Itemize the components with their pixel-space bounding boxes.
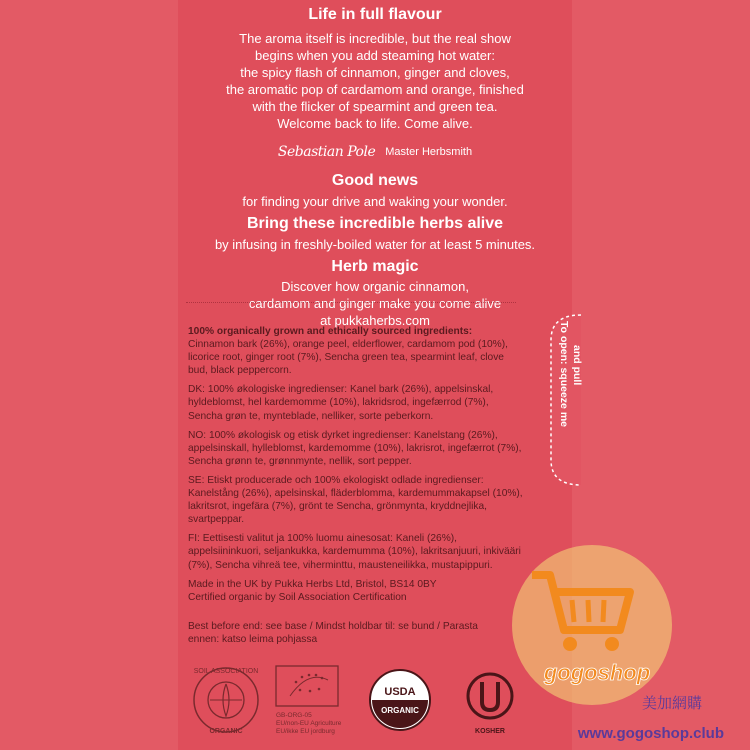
soil-organic-text: ORGANIC: [209, 728, 243, 735]
herb-magic-title: Herb magic: [331, 258, 419, 275]
brew-title: Bring these incredible herbs alive: [246, 215, 504, 232]
herb-magic-line: at pukkaherbs.com: [320, 313, 430, 328]
intro-line: with the flicker of spearmint and green tea.: [252, 99, 498, 114]
pull-tab[interactable]: [551, 315, 581, 485]
intro-line: The aroma itself is incredible, but the real show: [239, 31, 511, 46]
watermark-chinese: 美加網購: [642, 694, 703, 712]
signature-role: Master Herbsmith: [385, 146, 473, 158]
intro-line: the spicy flash of cinnamon, ginger and cloves,: [240, 65, 510, 80]
pull-tab-line1: To open: squeeze me: [558, 321, 570, 427]
ingredients-fi: FI: Eettisesti valitut ja 100% luomu ainesosat: Kaneli (26%), appelsiininkuori, seljankukka, kardemumma (10%), lakritsanjuuri, inkivääri (7%), Sencha vihreä tee, viherminttu, mausteneilikka, mustapippuri.: [188, 533, 521, 571]
left-side-panel: [0, 0, 178, 750]
eu-organic-logo: [276, 666, 342, 735]
herb-magic-line: Discover how organic cinnamon,: [281, 279, 469, 294]
ingredients-se: SE: Etiskt producerade och 100% ekologiskt odlade ingredienser: Kanelstång (26%), apelsinskal, fläderblomma, kardemummakapsel (10%), lakritsrot, ingefära (7%), grönt te Sencha, grönmynta, kryddnejlika, svartpeppar.: [188, 474, 523, 526]
soil-association-text: SOIL ASSOCIATION: [193, 668, 259, 675]
pull-tab-line2: and pull: [571, 345, 583, 386]
ingredients-dk: DK: 100% økologiske ingredienser: Kanel bark (26%), appelsinskal, hyldeblomst, hel kardemomme (10%), lakridsrod, ingefærrod (7%), Sencha grøn te, mynteblade, nelliker, sorte peberkorn.: [188, 384, 494, 422]
ingredients-en: [188, 325, 523, 377]
good-news-text: for finding your drive and waking your wonder.: [242, 194, 508, 209]
intro-line: Welcome back to life. Come alive.: [277, 116, 473, 131]
marketing-copy: [178, 6, 572, 329]
signature: Sebastian Pole: [277, 144, 376, 160]
best-before: Best before end: see base / Mindst holdbar til: se bund / Parasta ennen: katso leima pohjassa: [188, 620, 478, 645]
certification-logos: [190, 660, 530, 740]
kosher-text: KOSHER: [475, 728, 505, 735]
manufacturer: [188, 578, 523, 591]
gogoshop-watermark: [492, 540, 732, 750]
certification: Certified organic by Soil Association Certification: [188, 591, 407, 603]
good-news-title: Good news: [331, 172, 419, 189]
intro-line: begins when you add steaming hot water:: [255, 48, 495, 63]
usda-text: USDA: [384, 686, 416, 698]
made-in: Made in the UK by Pukka Herbs Ltd, Bristol, BS14 0BY: [188, 578, 437, 590]
perforation-line: [186, 302, 516, 303]
usda-organic-logo: [370, 670, 430, 730]
soil-association-logo: [194, 668, 259, 735]
herb-magic-line: cardamom and ginger make you come alive: [248, 296, 502, 311]
watermark-brand: gogoshop: [543, 660, 651, 685]
eu-line3: EU/ikke EU jordburg: [276, 728, 335, 735]
intro-title: Life in full flavour: [308, 6, 442, 23]
usda-organic-text: ORGANIC: [381, 706, 419, 715]
signature-block: [178, 144, 572, 160]
intro-line: the aromatic pop of cardamom and orange, finished: [226, 82, 524, 97]
ingredients-en-text: Cinnamon bark (26%), orange peel, elderflower, cardamom pod (10%), licorice root, ginger root (7%), Sencha green tea, spearmint leaf, clove bud, black peppercorn.: [188, 339, 508, 377]
brew-text: by infusing in freshly-boiled water for at least 5 minutes.: [214, 237, 536, 252]
eu-code: GB-ORG-05: [276, 712, 312, 719]
watermark-url: www.gogoshop.club: [577, 725, 724, 742]
ingredients-block: [188, 325, 523, 652]
eu-line2: EU/non-EU Agriculture: [276, 720, 342, 727]
ingredients-en-lead: 100% organically grown and ethically sourced ingredients:: [188, 326, 473, 337]
ingredients-no: NO: 100% økologisk og etisk dyrket ingredienser: Kanelstang (26%), appelsinskall, hylleblomst, kardemomme (10%), lakrisrot, ingefærrot (7%), Sencha grønn te, grønnmynte, nellik, sort pepper.: [188, 429, 522, 467]
